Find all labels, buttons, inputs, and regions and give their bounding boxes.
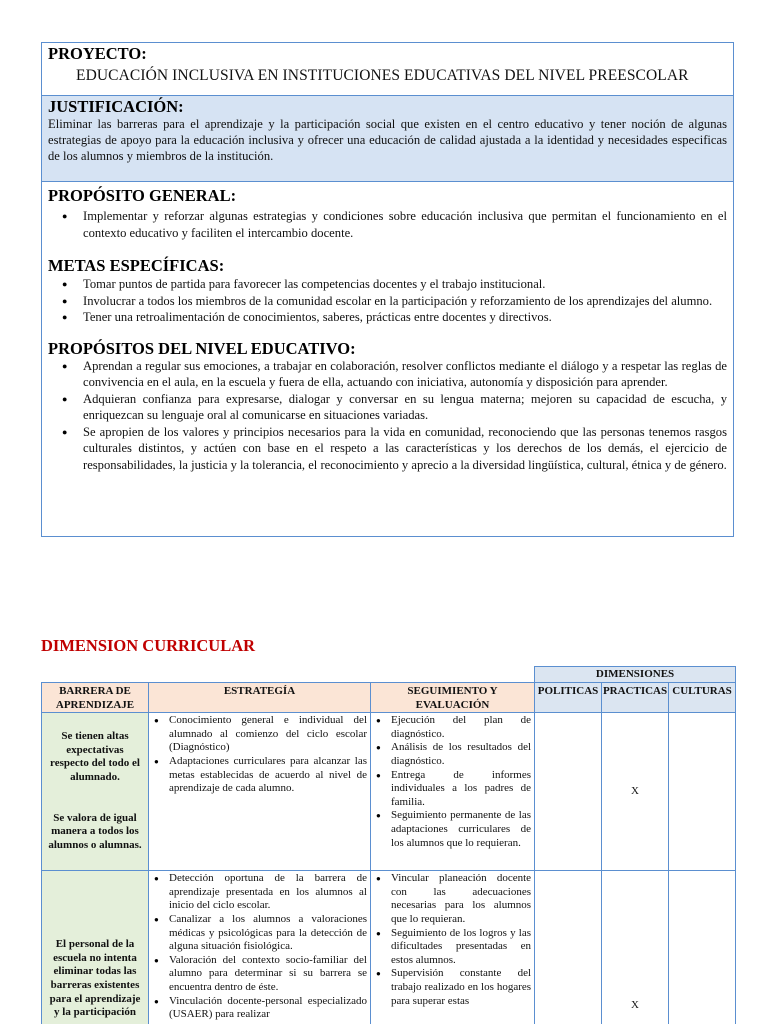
list-item: ● Involucrar a todos los miembros de la comunidad escolar en la participación y reforzamiento de los aprendizajes del alumno. (48, 293, 727, 310)
proyecto-section (42, 43, 733, 96)
barrera-cell (42, 871, 149, 1024)
list-item: ● Tener una retroalimentación de conocimientos, saberes, prácticas entre docentes y directivos. (48, 309, 727, 326)
col-estrategia-header: ESTRATEGÍA (149, 683, 371, 713)
justificacion-heading: JUSTIFICACIÓN: (48, 97, 184, 116)
politicas-cell (535, 713, 602, 871)
list-item: ● Conocimiento general e individual del alumnado al comienzo del ciclo escolar (Diagnóstico) (149, 714, 367, 755)
col-politicas-header: POLITICAS (535, 683, 602, 713)
metas-section (42, 257, 733, 326)
list-item: ● Detección oportuna de la barrera de aprendizaje presentada en los alumnos al inicio del ciclo escolar. (149, 872, 367, 913)
list-item: ● Aprendan a regular sus emociones, a trabajar en colaboración, resolver conflictos mediante el diálogo y a respetar las reglas de convivencia en el aula, en la escuela y fuera de ella, actuando con iniciativa, autonomía y disposición para aprender. (48, 358, 727, 391)
col-culturas-header: CULTURAS (669, 683, 736, 713)
seguimiento-cell (371, 871, 535, 1024)
culturas-cell (669, 871, 736, 1024)
col-seguimiento-header: SEGUIMIENTO Y EVALUACIÓN (371, 683, 535, 713)
col-barrera-header: BARRERA DE APRENDIZAJE (42, 683, 149, 713)
list-item: ● Canalizar a los alumnos a valoraciones médicas y psicológicas para la detección de alguna situación fisiológica. (149, 913, 367, 954)
list-item: ● Seguimiento de los logros y las dificultades presentadas en estos alumnos. (371, 927, 531, 968)
barrera-cell (42, 713, 149, 871)
project-box (41, 42, 734, 537)
culturas-cell (669, 713, 736, 871)
list-item: ● Entrega de informes individuales a los padres de familia. (371, 769, 531, 810)
list-item: ● Tomar puntos de partida para favorecer las competencias docentes y el trabajo institucional. (48, 276, 727, 293)
list-item: ● Seguimiento permanente de las adaptaciones curriculares de los alumnos que lo requieran. (371, 809, 531, 850)
metas-heading: METAS ESPECÍFICAS: (48, 256, 225, 275)
list-item: ● Se apropien de los valores y principios necesarios para la vida en comunidad, reconociendo que las personas tenemos rasgos culturales distintos, y actúen con base en el respeto a las características y los derechos de los demás, el ejercicio de responsabilidades, la justicia y la tolerancia, el reconocimiento y aprecio a la diversidad lingüística, cultural, étnica y de género. (48, 424, 727, 474)
proposito-general-section (42, 187, 733, 241)
practicas-cell: X (602, 713, 669, 871)
estrategia-cell (149, 871, 371, 1024)
proposito-general-heading: PROPÓSITO GENERAL: (48, 186, 237, 205)
estrategia-cell (149, 713, 371, 871)
curricular-table (41, 666, 736, 1024)
dimensiones-header: DIMENSIONES (535, 667, 736, 683)
seguimiento-cell (371, 713, 535, 871)
col-practicas-header: PRACTICAS (602, 683, 669, 713)
blank-cell (42, 667, 535, 683)
proyecto-title: EDUCACIÓN INCLUSIVA EN INSTITUCIONES EDUCATIVAS DEL NIVEL PREESCOLAR (76, 67, 689, 84)
list-item: ● Adquieran confianza para expresarse, dialogar y conversar en su lengua materna; mejoren su capacidad de escucha, y enriquezcan su lenguaje oral al comunicarse en situaciones variadas. (48, 391, 727, 424)
list-item: ● Implementar y reforzar algunas estrategias y condiciones sobre educación inclusiva que permitan el funcionamiento en el contexto educativo y faciliten el intercambio docente. (48, 208, 727, 241)
list-item: ● Supervisión constante del trabajo realizado en los hogares para superar estas (371, 967, 531, 1008)
list-item: ● Vincular planeación docente con las adecuaciones necesarias para los alumnos que lo requieran. (371, 872, 531, 926)
table-row (42, 871, 736, 1024)
proyecto-heading: PROYECTO: (48, 44, 147, 63)
list-item: ● Ejecución del plan de diagnóstico. (371, 714, 531, 741)
list-item: ● Valoración del contexto socio-familiar del alumno para determinar si su barrera se encuentra dentro de éste. (149, 954, 367, 995)
table-row (42, 713, 736, 871)
justificacion-section (42, 96, 733, 182)
list-item: ● Vinculación docente-personal especializado (USAER) para realizar (149, 995, 367, 1022)
barrera-text: El personal de la escuela no intenta eliminar todas las barreras existentes para el aprendizaje y la participación (49, 938, 141, 1019)
propositos-nivel-heading: PROPÓSITOS DEL NIVEL EDUCATIVO: (48, 338, 356, 358)
politicas-cell (535, 871, 602, 1024)
barrera-text: Se tienen altas expectativas respecto del todo el alumnado. (50, 730, 140, 783)
barrera-text: Se valora de igual manera a todos los alumnos o alumnas. (48, 811, 142, 851)
propositos-nivel-section (42, 340, 733, 474)
dimension-curricular-heading: DIMENSION CURRICULAR (41, 636, 256, 655)
practicas-cell: X (602, 871, 669, 1024)
justificacion-text: Eliminar las barreras para el aprendizaje y la participación social que existen en el centro educativo y tener noción de algunas estrategias de apoyo para la educación inclusiva y ofrecer una educación de calidad ajustada a la identidad y necesidades especificas de los alumnos y miembros de la institución. (48, 117, 727, 163)
list-item: ● Adaptaciones curriculares para alcanzar las metas establecidas de acuerdo al nivel de aprendizaje de cada alumno. (149, 755, 367, 796)
list-item: ● Análisis de los resultados del diagnóstico. (371, 741, 531, 768)
